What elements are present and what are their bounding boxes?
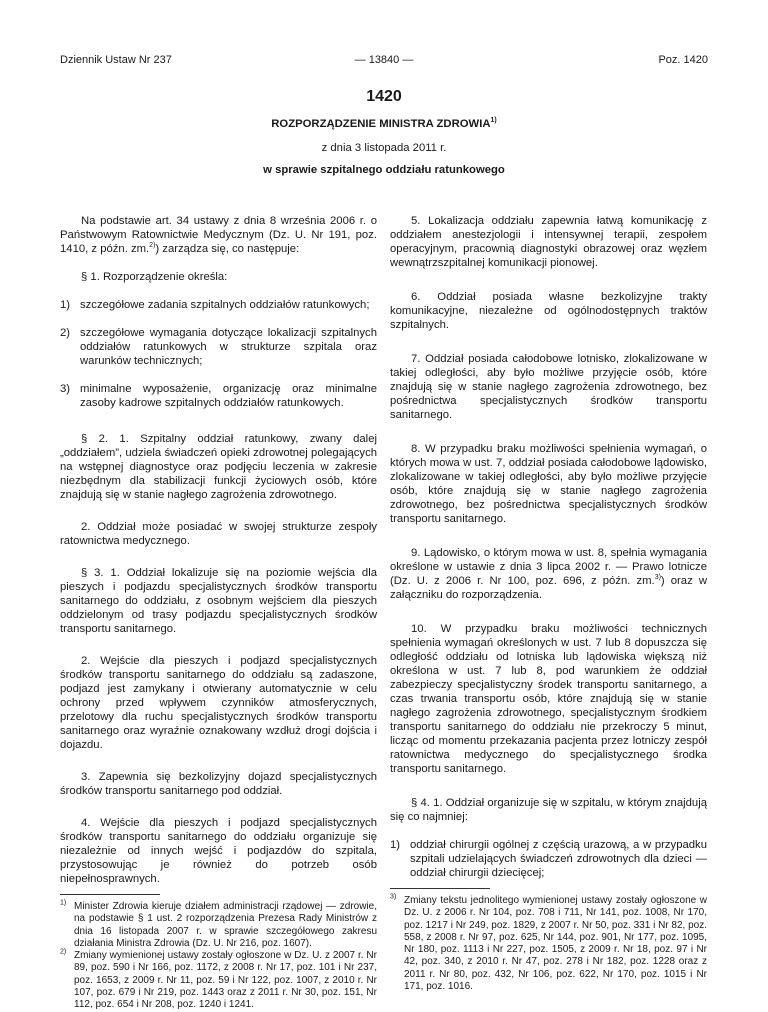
section-3-7: 7. Oddział posiada całodobowe lotnisko, zlokalizowane w takiej odległości, aby było możliwe przyjęcie osób, które znajdują się w stanie nagłego zagrożenia zdrowotnego, bez pośrednictwa specjalistycznych środków transportu sanitarnego.: [390, 353, 707, 421]
list-item: 2) szczegółowe wymagania dotyczące lokalizacji szpitalnych oddziałów ratunkowych w strukturze szpitala oraz warunków technicznych;: [60, 327, 377, 367]
section-3-8: 8. W przypadku braku możliwości spełnienia wymagań, o których mowa w ust. 7, oddział posiada całodobowe lądowisko, zlokalizowane w takiej odległości, aby było możliwe przyjęcie osób, które znajdują się w stanie nagłego zagrożenia zdrowotnego, bez pośrednictwa specjalistycznych środków transportu sanitarnego.: [390, 443, 707, 525]
section-3-9: 9. Lądowisko, o którym mowa w ust. 8, spełnia wymagania określone w ustawie z dnia 3 lipca 2002 r. — Prawo lotnicze (Dz. U. z 2006 r. Nr 100, poz. 696, z późn. zm.$^{3)}$) oraz w załączniku do rozporządzenia.: [390, 547, 707, 601]
footnote-ref-3: 3): [654, 574, 661, 582]
section-3-10: 10. W przypadku braku możliwości technicznych spełnienia wymagań określonych w ust. 7 lub 8 dopuszcza się odległość oddziału od lotniska lub lądowiska większą niż określona w ust. 7 lub 8, pod warunkiem że oddział zabezpieczy specjalistyczny środek transportu sanitarnego, a czas trwania transportu osób, które znajdują się w stanie nagłego zagrożenia zdrowotnego, specjalistycznym środkiem transportu sanitarnego do oddziału nie przekroczy 5 minut, licząc od momentu przekazania pacjenta przez lotniczy zespół ratownictwa medycznego do specjalistycznego środka transportu sanitarnego.: [390, 623, 707, 775]
footnote: $^{2)}$ Zmiany wymienionej ustawy zostały ogłoszone w Dz. U. z 2007 r. Nr 89, poz. 590 i Nr 166, poz. 1172, z 2008 r. Nr 17, poz. 101 i Nr 237, poz. 1653, z 2009 r. Nr 11, poz. 59 i Nr 122, poz. 1007, z 2010 r. Nr 107, poz. 679 i Nr 219, poz. 1443 oraz z 2011 r. Nr 30, poz. 151, Nr 112, poz. 654 i Nr 208, poz. 1240 i 1241.: [60, 948, 377, 1011]
list-item: 3) minimalne wyposażenie, organizację oraz minimalne zasoby kadrowe szpitalnych oddziałów ratunkowych.: [60, 383, 377, 409]
right-column: [390, 214, 707, 993]
page-header: [60, 54, 708, 70]
section-3-6: 6. Oddział posiada własne bezkolizyjne trakty komunikacyjne, niezależne od ogólnodostępnych traktów szpitalnych.: [390, 291, 707, 331]
title-block: [0, 118, 768, 176]
footnote-ref-1: 1): [490, 117, 497, 125]
footnote: $^{1)}$ Minister Zdrowia kieruje działem administracji rządowej — zdrowie, na podstawie § 1 ust. 2 rozporządzenia Prezesa Rady Ministrów z dnia 16 listopada 2007 r. w sprawie szczegółowego zakresu działania Ministra Zdrowia (Dz. U. Nr 216, poz. 1607).: [60, 899, 377, 949]
section-1: § 1. Rozporządzenie określa:: [81, 271, 228, 283]
preamble: Na podstawie art. 34 ustawy z dnia 8 września 2006 r. o Państwowym Ratownictwie Medycznym (Dz. U. Nr 191, poz. 1410, z późn. zm.$^{2)}$) zarządza się, co następuje:: [60, 215, 377, 255]
regulation-subject: w sprawie szpitalnego oddziału ratunkowego: [263, 164, 505, 176]
section-2-2: 2. Oddział może posiadać w swojej strukturze zespoły ratownictwa medycznego.: [60, 521, 377, 547]
regulation-title: ROZPORZĄDZENIE MINISTRA ZDROWIA$^{1)}$: [271, 117, 497, 130]
section-3-5: 5. Lokalizacja oddziału zapewnia łatwą komunikację z oddziałem anestezjologii i intensywnej terapii, zespołem operacyjnym, pracownią diagnostyki obrazowej oraz węzłem wewnątrzszpitalnej komunikacji pionowej.: [390, 215, 707, 269]
footnote-ref-2: 2): [149, 242, 156, 250]
position-number: Poz. 1420: [658, 54, 708, 66]
journal-name: Dziennik Ustaw Nr 237: [60, 54, 172, 66]
section-3-1: § 3. 1. Oddział lokalizuje się na poziomie wejścia dla pieszych i podjazdu specjalistycznych środków transportu sanitarnego do oddziału, z osobnym wejściem dla pieszych oddzielonym od trasy podjazdu specjalistycznych środków transportu sanitarnego.: [60, 567, 377, 635]
list-item: 1) oddział chirurgii ogólnej z częścią urazową, a w przypadku szpitali udzielających świadczeń zdrowotnych dla dzieci — oddział chirurgii dziecięcej;: [390, 839, 707, 879]
section-4-1: § 4. 1. Oddział organizuje się w szpitalu, w którym znajdują się co najmniej:: [390, 797, 707, 823]
section-2-1: § 2. 1. Szpitalny oddział ratunkowy, zwany dalej „oddziałem”, udziela świadczeń opieki zdrowotnej polegających na wstępnej diagnostyce oraz podjęciu leczenia w zakresie niezbędnym dla stabilizacji funkcji życiowych osób, które znajdują się w stanie nagłego zagrożenia zdrowotnego.: [60, 433, 377, 501]
left-column: [60, 214, 377, 1012]
footnote: $^{3)}$ Zmiany tekstu jednolitego wymienionej ustawy zostały ogłoszone w Dz. U. z 2006 r. Nr 104, poz. 708 i 711, Nr 141, poz. 1008, Nr 170, poz. 1217 i Nr 249, poz. 1829, z 2007 r. Nr 50, poz. 331 i Nr 82, poz. 558, z 2008 r. Nr 97, poz. 625, Nr 144, poz. 901, Nr 177, poz. 1095, Nr 180, poz. 1113 i Nr 227, poz. 1505, z 2009 r. Nr 18, poz. 97 i Nr 42, poz. 340, z 2010 r. Nr 47, poz. 278 i Nr 182, poz. 1228 oraz z 2011 r. Nr 80, poz. 432, Nr 106, poz. 622, Nr 170, poz. 1015 i Nr 171, poz. 1016.: [390, 893, 707, 993]
section-3-4: 4. Wejście dla pieszych i podjazd specjalistycznych środków transportu sanitarnego do oddziału organizuje się niezależnie od innych wejść i podjazdów do szpitala, przystosowując je również do potrzeb osób niepełnosprawnych.: [60, 817, 377, 885]
footnote-separator: [60, 894, 160, 895]
document-number: 1420: [366, 88, 402, 105]
list-item: 1) szczegółowe zadania szpitalnych oddziałów ratunkowych;: [60, 299, 370, 311]
footnote-separator: [390, 888, 490, 889]
section-3-2: 2. Wejście dla pieszych i podjazd specjalistycznych środków transportu sanitarnego do oddziału są zadaszone, podjazd jest zamykany i otwierany automatycznie w celu ochrony przed wpływem czynników atmosferycznych, przelotowy dla ruchu specjalistycznych środków transportu sanitarnego oraz wyraźnie oznakowany wzdłuż drogi dojścia i dojazdu.: [60, 655, 377, 751]
regulation-date: z dnia 3 listopada 2011 r.: [321, 142, 447, 154]
page-number: — 13840 —: [354, 54, 414, 66]
section-3-3: 3. Zapewnia się bezkolizyjny dojazd specjalistycznych środków transportu sanitarnego pod oddział.: [60, 771, 377, 797]
